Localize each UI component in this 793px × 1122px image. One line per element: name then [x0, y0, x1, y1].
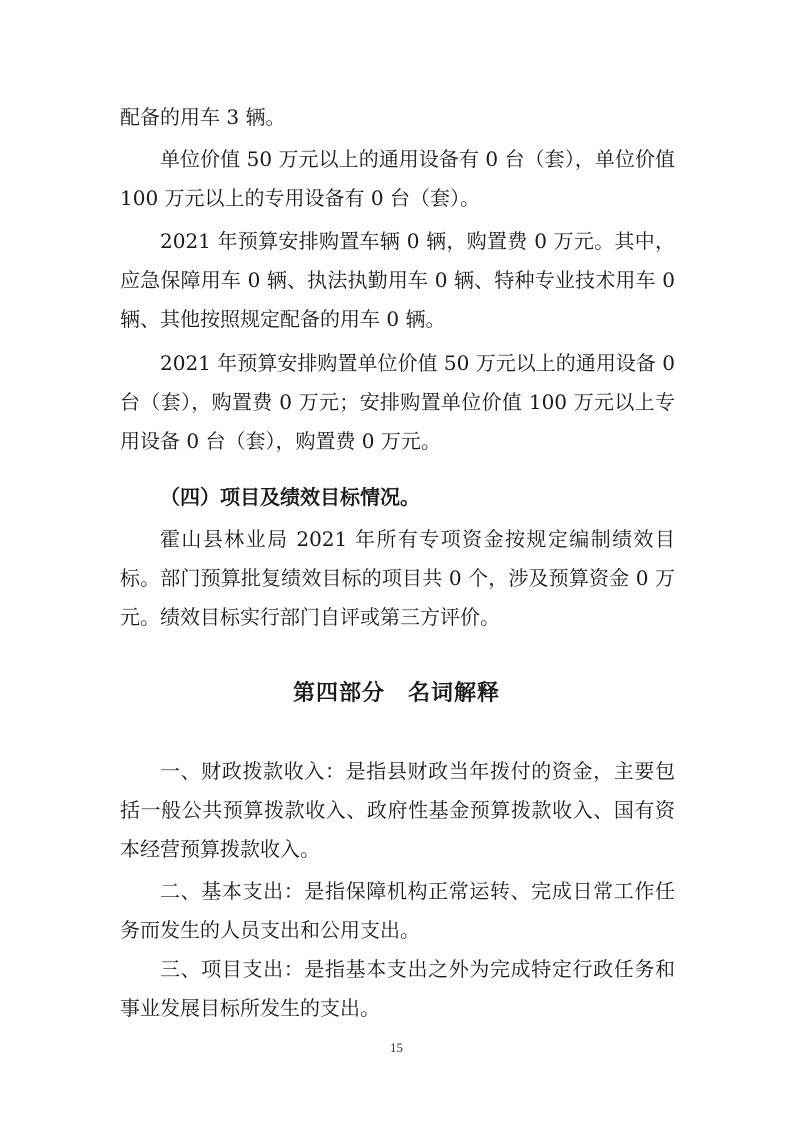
- paragraph-equipment-value: 单位价值 50 万元以上的通用设备有 0 台（套），单位价值 100 万元以上的专用设备有 0 台（套）。: [120, 147, 675, 210]
- definition-basic-expenditure: 二、基本支出：是指保障机构正常运转、完成日常工作任务而发生的人员支出和公用支出。: [120, 879, 675, 942]
- paragraph-vehicle-purchase: 2021 年预算安排购置车辆 0 辆，购置费 0 万元。其中，应急保障用车 0 辆、执法执勤用车 0 辆、特种专业技术用车 0 辆、其他按照规定配备的用车 0 辆。: [120, 229, 675, 331]
- section-title: 第四部分 名词解释: [292, 681, 500, 706]
- subheading-performance-goals: （四）项目及绩效目标情况。: [160, 485, 420, 509]
- definition-fiscal-revenue: 一、财政拨款收入：是指县财政当年拨付的资金，主要包括一般公共预算拨款收入、政府性基金预算拨款收入、国有资本经营预算拨款收入。: [120, 759, 675, 861]
- paragraph-equipment-purchase: 2021 年预算安排购置单位价值 50 万元以上的通用设备 0 台（套），购置费 0 万元；安排购置单位价值 100 万元以上专用设备 0 台（套），购置费 0 万元。: [120, 351, 675, 453]
- paragraph-performance-goals: 霍山县林业局 2021 年所有专项资金按规定编制绩效目标。部门预算批复绩效目标的项目共 0 个，涉及预算资金 0 万元。绩效目标实行部门自评或第三方评价。: [120, 527, 675, 629]
- definition-project-expenditure: 三、项目支出：是指基本支出之外为完成特定行政任务和事业发展目标所发生的支出。: [120, 957, 675, 1020]
- page-number: 15: [390, 1040, 403, 1055]
- paragraph-vehicle-count: 配备的用车 3 辆。: [120, 105, 286, 129]
